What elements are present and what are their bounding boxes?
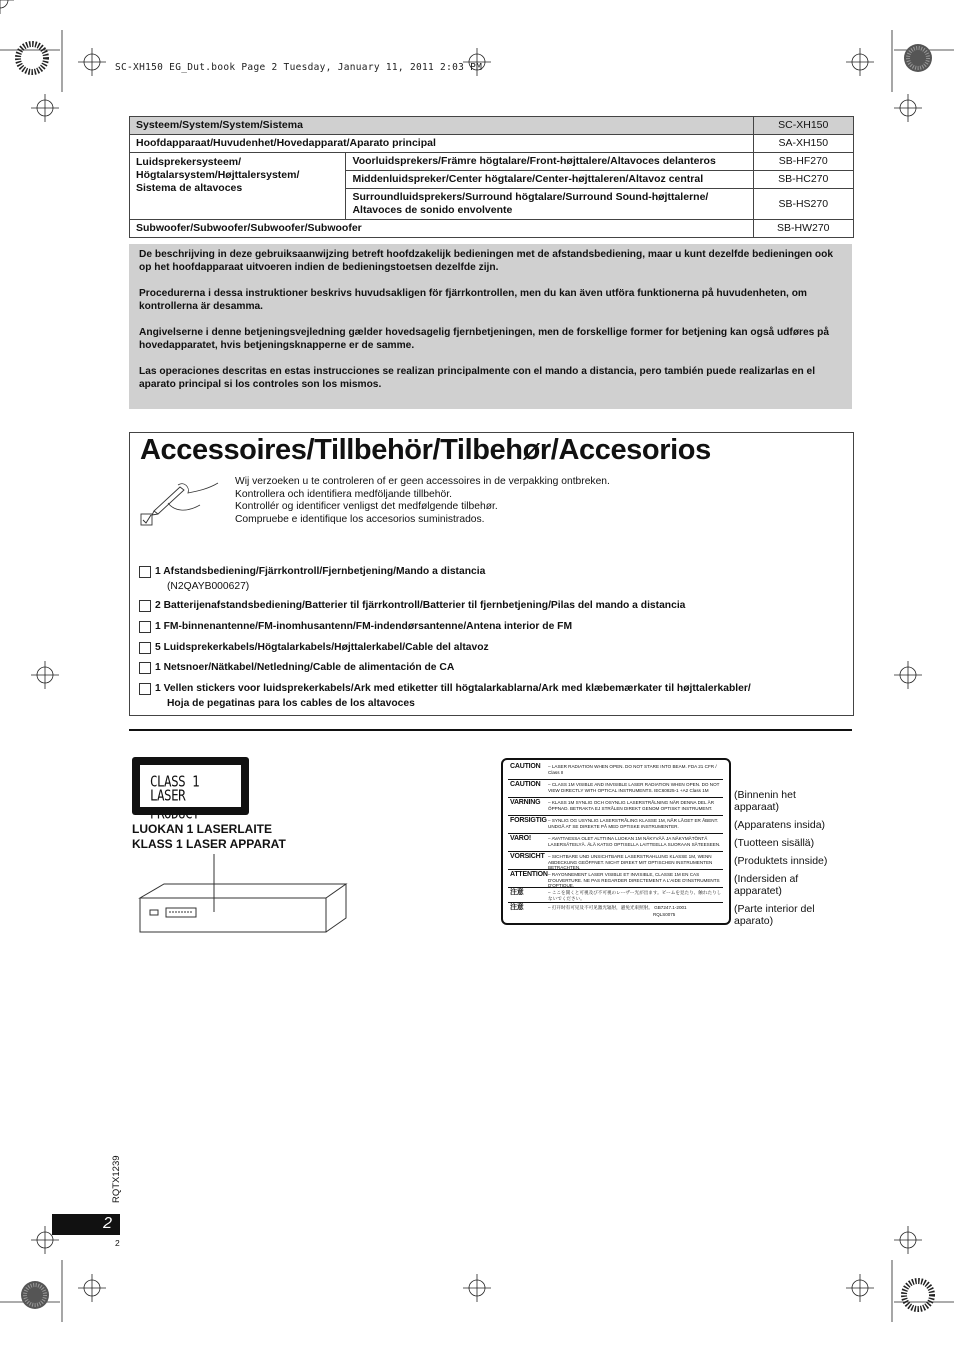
warning-row <box>508 798 723 816</box>
warning-key: ATTENTION <box>510 871 548 878</box>
intro-line: Kontrollera och identifiera medföljande tillbehör. <box>235 488 452 500</box>
speaker-row-code: SB-HC270 <box>753 171 853 189</box>
system-code: SC-XH150 <box>753 117 853 135</box>
warning-text: – SICHTBARE UND UNSICHTBARE LASERSTRAHLUNG KLASSE 1M, WENN ABDECKUNG GEÖFFNET. NICHT DIREKT MIT OPTISCHEN INSTRUMENTEN BETRACHTEN. <box>548 854 713 870</box>
warning-key: VARNING <box>510 799 541 806</box>
warning-row <box>508 780 723 798</box>
warning-row <box>508 870 723 888</box>
caption-line: LUOKAN 1 LASERLAITE <box>132 822 273 836</box>
note-line: (Binnenin het apparaat) <box>734 789 796 813</box>
accessories-section <box>129 432 854 716</box>
warning-text: – 打开时有可见及不可见激光辐射，避免光束照射。 GB7247.1-2001 <box>548 905 687 910</box>
warning-row <box>508 852 723 870</box>
warning-key: FORSIGTIG <box>510 817 547 824</box>
note-paragraph: Las operaciones descritas en estas instrucciones se realizan principalmente con el mando a distancia, pero también puede realizarlas en el aparato principal si los controles son los mismos. <box>139 366 816 390</box>
note-line: (Apparatens insida) <box>734 819 826 831</box>
warning-key: 注意 <box>510 889 524 896</box>
accessories-intro <box>235 476 610 526</box>
speaker-row-code: SB-HS270 <box>753 189 853 220</box>
subwoofer-code: SB-HW270 <box>753 220 853 238</box>
page-number-small: 2 <box>115 1238 120 1248</box>
warning-text: – RAYONNEMENT LASER VISIBLE ET INVISIBLE, CLASSE 1M EN CAS D'OUVERTURE. NE PAS REGARDER DIRECTEMENT A L'AIDE D'INSTRUMENTS D'OPTIQUE. <box>548 872 720 888</box>
warning-text: – LASER RADIATION WHEN OPEN. DO NOT STARE INTO BEAM. FDA 21 CFR / Class II <box>548 764 717 775</box>
model-table <box>129 116 854 238</box>
accessory-label: 1 Netsnoer/Nätkabel/Netledning/Cable de alimentación de CA <box>155 662 455 673</box>
warning-row <box>508 834 723 852</box>
accessory-label: 1 Afstandsbediening/Fjärrkontroll/Fjernbetjening/Mando a distancia <box>155 566 486 577</box>
speaker-row-label: Voorluidsprekers/Främre högtalare/Front-højttalere/Altavoces delanteros <box>346 153 753 171</box>
warning-text: – SYNLIG OG USYNLIG LASERSTRÅLING KLASSE 1M, NÅR LÅGET ER ÅBENT. UNDGÅ AT SE DIREKTE PÅ MED OPTISKE INSTRUMENTER. <box>548 818 719 829</box>
main-unit-label: Hoofdapparaat/Huvudenhet/Hovedapparat/Aparato principal <box>130 135 754 153</box>
warning-text: – CLASS 1M VISIBLE AND INVISIBLE LASER RADIATION WHEN OPEN. DO NOT VIEW DIRECTLY WITH OPTICAL INSTRUMENTS. IEC60825-1 +A2 Class 1M <box>548 782 720 793</box>
label-location-notes <box>734 789 834 933</box>
warning-row <box>508 888 723 903</box>
warning-key: CAUTION <box>510 781 541 788</box>
checkbox[interactable] <box>139 621 151 633</box>
book-header-line: SC-XH150 EG_Dut.book Page 2 Tuesday, January 11, 2011 2:03 PM <box>115 62 483 73</box>
document-code: RQTX1239 <box>111 1155 122 1203</box>
label-code: RQLS0075 <box>653 912 676 917</box>
speaker-row-code: SB-HF270 <box>753 153 853 171</box>
accessories-title: Accessoires/Tillbehör/Tilbehør/Accesorios <box>140 434 711 466</box>
accessory-label: 1 FM-binnenantenne/FM-inomhusantenn/FM-indendørsantenne/Antena interior de FM <box>155 621 573 632</box>
accessory-label: 5 Luidsprekerkabels/Högtalarkabels/Højttalerkabel/Cable del altavoz <box>155 642 489 653</box>
subwoofer-label: Subwoofer/Subwoofer/Subwoofer/Subwoofer <box>130 220 754 238</box>
note-line: (Indersiden af apparatet) <box>734 873 799 897</box>
checkbox[interactable] <box>139 642 151 654</box>
operation-note-box <box>129 244 852 409</box>
page-number-bar <box>52 1214 120 1235</box>
table-row <box>130 117 854 135</box>
warning-text: – AVATTAESSA OLET ALTTIINA LUOKAN 1M NÄKYVÄÄ JA NÄKYMÄTÖNTÄ LASERSÄTEILYÄ. ÄLÄ KATSO OPTISELLA LAITTEELLA SUORAAN SÄTEESEEN. <box>548 836 721 847</box>
warning-row <box>508 816 723 834</box>
note-paragraph: Procedurerna i dessa instruktioner beskrivs huvudsakligen för fjärrkontrollen, men du kan även utföra funktionerna på huvudenheten, om kontrollerna är desamma. <box>139 288 807 312</box>
warning-row <box>508 762 723 780</box>
accessory-label-continued: Hoja de pegatinas para los cables de los altavoces <box>167 698 415 709</box>
intro-line: Compruebe e identifique los accesorios suministrados. <box>235 513 485 525</box>
speaker-row-label: Surroundluidsprekers/Surround högtalare/Surround Sound-højttalerne/ Altavoces de sonido envolvente <box>346 189 753 220</box>
table-row <box>130 153 854 171</box>
checkbox[interactable] <box>139 683 151 695</box>
intro-line: Wij verzoeken u te controleren of er geen accessoires in de verpakking ontbreken. <box>235 476 610 487</box>
badge-line: CLASS 1 <box>150 772 200 790</box>
warning-key: VARO! <box>510 835 532 842</box>
note-paragraph: De beschrijving in deze gebruiksaanwijzing betreft hoofdzakelijk bedieningen met de afstandsbediening, maar u kunt dezelfde bedieningen ook op het hoofdapparaat uitvoeren indien de bedieningstoetsen dezelfde zijn. <box>139 249 834 273</box>
warning-key: VORSICHT <box>510 853 545 860</box>
warning-key: CAUTION <box>510 763 541 770</box>
note-line: (Tuotteen sisällä) <box>734 837 815 849</box>
section-divider <box>129 729 852 731</box>
main-unit-code: SA-XH150 <box>753 135 853 153</box>
speaker-system-label: Luidsprekersysteem/ Högtalarsystem/Højttalersystem/ Sistema de altavoces <box>130 153 346 220</box>
checkbox[interactable] <box>139 566 151 578</box>
caption-line: KLASS 1 LASER APPARAT <box>132 837 286 851</box>
accessory-label: 2 Batterijenafstandsbediening/Batterier til fjärrkontroll/Batterier til fjernbetjening/Pilas del mando a distancia <box>155 600 686 611</box>
checkbox[interactable] <box>139 662 151 674</box>
table-row <box>130 220 854 238</box>
accessory-label: 1 Vellen stickers voor luidsprekerkabels/Ark med etiketter till högtalarkablarna/Ark med klæbemærkater til højttalerkabler/ <box>155 683 751 694</box>
accessory-part-number: (N2QAYB000627) <box>167 581 250 592</box>
checkbox[interactable] <box>139 600 151 612</box>
warning-text: – ここを開くと可視及び不可視のレーザー光が出ます。ビームを見たり、触れたりしないでください。 <box>548 890 722 901</box>
warning-text: – KLASS 1M SYNLIG OCH OSYNLIG LASERSTRÅLNING NÄR DENNA DEL ÄR ÖPPNAD. BETRAKTA EJ STRÅLEN DIREKT GENOM OPTISKT INSTRUMENT. <box>548 800 715 811</box>
main-unit-illustration <box>136 848 351 938</box>
system-label: Systeem/System/System/Sistema <box>130 117 754 135</box>
note-line: (Produktets innside) <box>734 855 828 867</box>
class1-laser-badge <box>132 757 249 822</box>
badge-line: LASER PRODUCT <box>150 786 200 822</box>
speaker-row-label: Middenluidspreker/Center högtalare/Center-højttaleren/Altavoz central <box>346 171 753 189</box>
warning-key: 注意 <box>510 904 524 911</box>
note-paragraph: Angivelserne i denne betjeningsvejledning gælder hovedsagelig fjernbetjeningen, men de forskellige former for betjening kan også udføres på hovedapparatet, hvis betjeningsknapperne er de samme. <box>139 327 830 351</box>
laser-warning-label <box>501 758 731 925</box>
intro-line: Kontrollér og identificer venligst det medfølgende tilbehør. <box>235 501 498 513</box>
pen-check-icon <box>138 477 230 529</box>
page-number: 2 <box>103 1215 112 1232</box>
table-row <box>130 135 854 153</box>
note-line: (Parte interior del aparato) <box>734 903 815 927</box>
warning-row <box>508 903 723 917</box>
